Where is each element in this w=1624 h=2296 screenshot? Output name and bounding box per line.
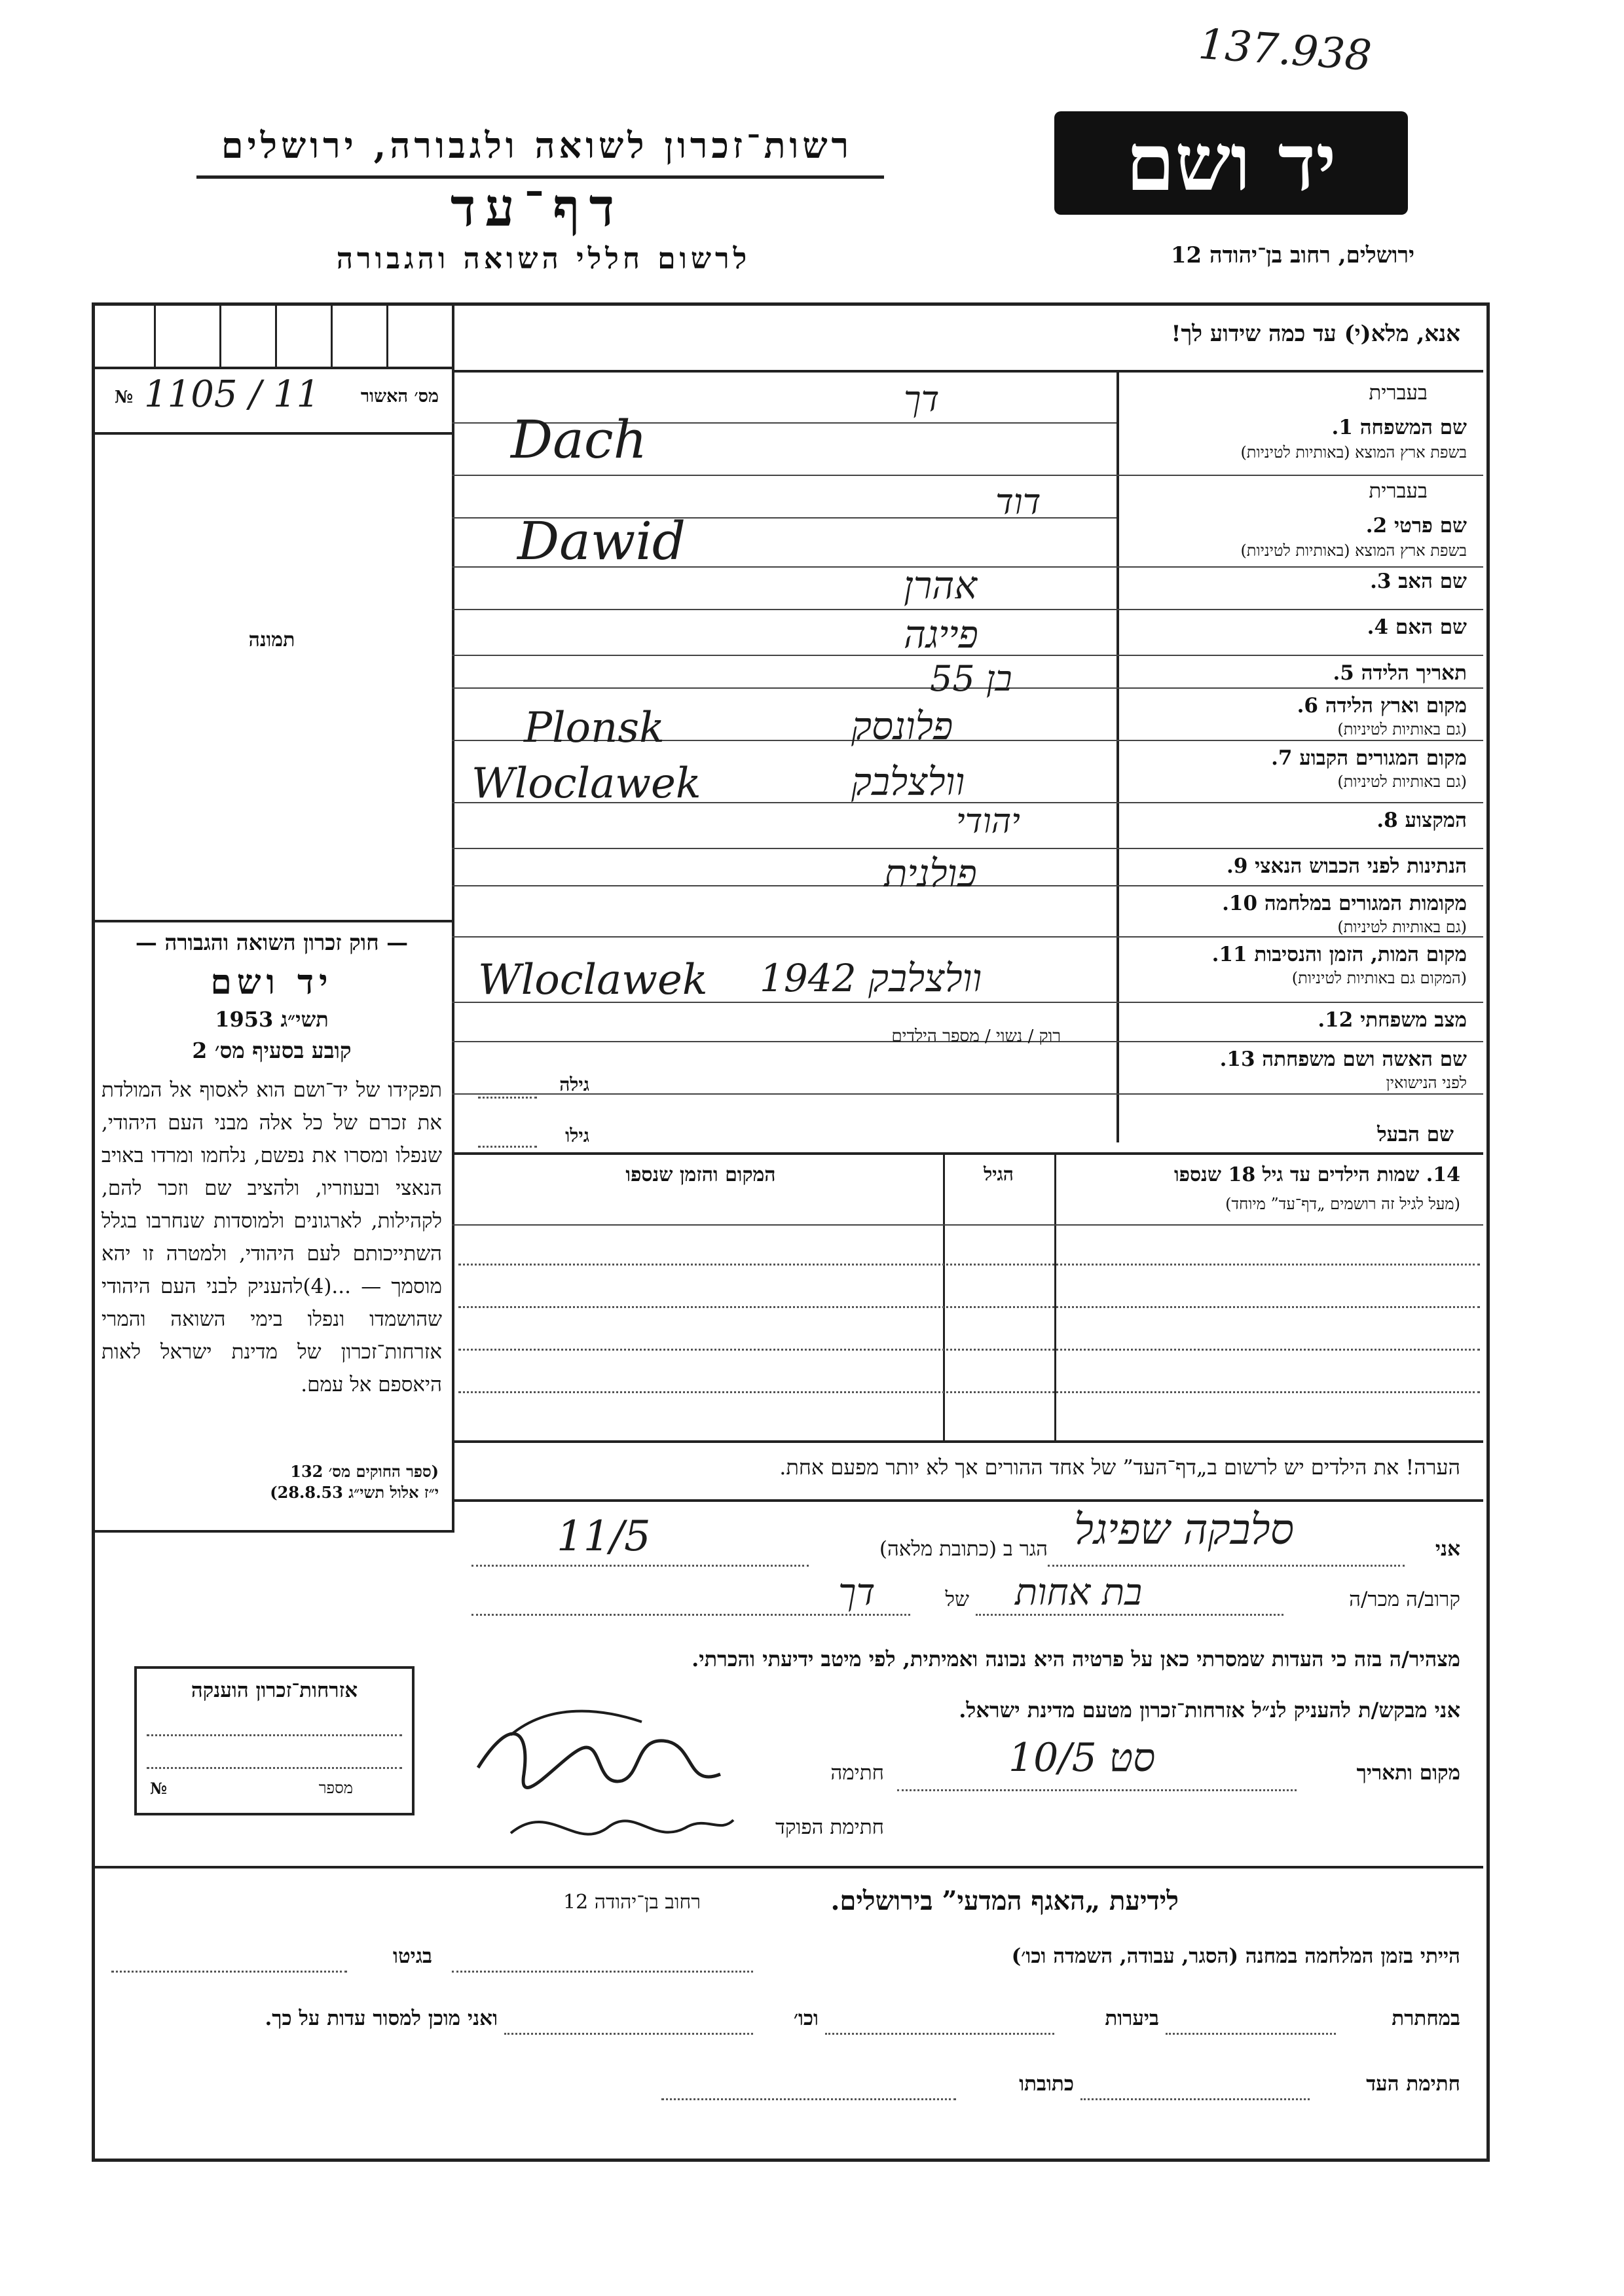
firstname-latin[interactable]: Dawid <box>517 511 686 572</box>
citizenship-box <box>134 1666 415 1815</box>
field-sublabel: בשפת ארץ המוצא (באותיות לטיניות) <box>1240 541 1467 560</box>
footer-address: רחוב בן־יהודה 12 <box>563 1891 701 1914</box>
death-place-hebrew[interactable]: וולצלבק 1942 <box>760 956 982 1000</box>
footer-line2-c: וכו׳ <box>793 2007 819 2030</box>
footer-line2-b: ביערות <box>1105 2007 1159 2030</box>
decl-name-value[interactable]: סלבקה שפיגל <box>1074 1506 1294 1554</box>
footer-line1-a: הייתי בזמן המלחמה במחנה (הסגר, עבודה, השמדה וכו׳) <box>1011 1944 1460 1968</box>
note: הערה! את הילדים יש לרשום ב„דף־העד” של אחד ההורים אך לא יותר מפעם אחת. <box>779 1455 1460 1480</box>
decl-address-value[interactable]: 11/5 <box>557 1512 651 1561</box>
field-label: מקומות המגורים במלחמה 10. <box>1222 892 1467 915</box>
field-label: המקצוע 8. <box>1376 809 1467 832</box>
firstname-hebrew[interactable]: דוד <box>995 481 1041 522</box>
decl-relative-label: קרוב/ה מכר/ה <box>1349 1588 1460 1611</box>
children-place-header: המקום והזמן שנספו <box>625 1163 776 1186</box>
death-place-latin[interactable]: Wloclawek <box>478 956 708 1004</box>
decl-of-value[interactable]: דך <box>838 1571 876 1614</box>
mother-name[interactable]: פייגה <box>904 612 978 657</box>
form-title: דף־עד <box>450 177 624 238</box>
father-name[interactable]: אהרן <box>904 563 978 608</box>
nationality[interactable]: פולנית <box>884 851 977 896</box>
field-row-line <box>452 475 1483 476</box>
decl-statement: מצהיר/ה בזה כי העדות שמסרתי כאן על פרטיה היא נכונה ואמיתית, לפי מיטב ידיעתי והכרתי. <box>692 1647 1460 1671</box>
file-number: 137.938 <box>1196 20 1373 81</box>
approval-label: מס׳ האשור <box>360 386 439 407</box>
surname-latin[interactable]: Dach <box>511 409 648 470</box>
field-row-line <box>452 848 1483 849</box>
field-sublabel: לפני הנישואין <box>1386 1074 1467 1092</box>
husband-age-label: גילו <box>565 1125 589 1146</box>
footer-title: לידיעת „האגף המדעי” בירושלים. <box>830 1886 1179 1916</box>
law-source-2: י״ז אלול תשי״ג 28.8.53) <box>270 1483 439 1502</box>
residence-hebrew[interactable]: וולצלבק <box>851 759 965 804</box>
field-label: מקום וארץ הלידה 6. <box>1297 694 1467 718</box>
decl-place-date-value[interactable]: סט 10/5 <box>1008 1735 1156 1781</box>
decl-relation-value[interactable]: בת אחות <box>1015 1571 1143 1614</box>
children-age-header: הגיל <box>984 1163 1014 1185</box>
field-label: שם האשה ושם משפחתה 13. <box>1219 1048 1467 1071</box>
footer-line2-d: ואני מוכן למסור עדות על כך. <box>265 2007 498 2030</box>
field-label: שם המשפחה 1. <box>1331 416 1467 439</box>
decl-signature-label: חתימה <box>830 1761 884 1785</box>
marital-options: רוק / נשוי / מספר הילדים <box>891 1027 1061 1046</box>
field-label: מצב משפחתי 12. <box>1318 1008 1467 1032</box>
yad-vashem-logo: יד ושם <box>1054 111 1408 215</box>
footer-line2-a: במחתרת <box>1392 2007 1460 2030</box>
field-row-line <box>452 1093 1483 1095</box>
decl-of-label: של <box>945 1588 969 1611</box>
decl-place-date-label: מקום ותאריך <box>1356 1761 1460 1785</box>
footer-line3-a: חתימת העד <box>1366 2072 1460 2096</box>
wife-age-label: גילה <box>559 1074 589 1095</box>
field-label: מקום המות, הזמן והנסיבות 11. <box>1211 943 1467 966</box>
surname-hebrew[interactable]: דך <box>904 378 940 420</box>
profession[interactable]: יהודי <box>956 802 1020 841</box>
law-heading: — חוק זכרון השואה והגבורה — <box>135 930 409 955</box>
field-sublabel: (גם באותיות לטיניות) <box>1337 720 1467 738</box>
form-subtitle: לרשום חללי השואה והגבורה <box>336 242 751 276</box>
hebrew-label: בעברית <box>1369 381 1428 405</box>
field-sublabel: בשפת ארץ המוצא (באותיות לטיניות) <box>1240 443 1467 462</box>
field-label: שם פרטי 2. <box>1365 514 1467 538</box>
approval-number: 1105 / 11 <box>144 373 320 416</box>
authority-title: רשות־זכרון לשואה ולגבורה, ירושלים <box>221 124 853 166</box>
footer-line3-b: כתובתו <box>1019 2072 1074 2096</box>
hebrew-label: בעברית <box>1369 479 1428 503</box>
birthplace-hebrew[interactable]: פלונסק <box>851 704 953 748</box>
law-name: יד ושם <box>210 962 333 1002</box>
field-label: שם האם 4. <box>1367 615 1467 639</box>
field-row-line <box>452 936 1483 938</box>
approval-no-mark: № <box>115 388 134 407</box>
field-label: תאריך הלידה 5. <box>1333 661 1467 685</box>
children-sub: (מעל לגיל זה רושמים „דף־עד” מיוחד) <box>1225 1195 1460 1213</box>
residence-latin[interactable]: Wloclawek <box>471 759 701 808</box>
field-row-line <box>452 609 1483 610</box>
decl-resides-label: הגר ב (כתובת מלאה) <box>879 1537 1048 1561</box>
law-clause: קובע בסעיף מס׳ 2 <box>192 1038 352 1063</box>
decl-officer-label: חתימת הפוקד <box>775 1815 884 1839</box>
birth-date[interactable]: בן 55 <box>930 658 1012 699</box>
field-sublabel: (גם באותיות לטיניות) <box>1337 918 1467 936</box>
citizenship-number-label: מספר <box>318 1779 353 1797</box>
photo-label: תמונה <box>248 629 295 651</box>
field-label: שם האב 3. <box>1370 570 1467 593</box>
field-label: מקום המגורים הקבוע 7. <box>1271 746 1467 770</box>
field-label: הנתינות לפני הכבוש הנאצי 9. <box>1227 854 1467 878</box>
law-text: תפקידו של יד־ושם הוא לאסוף אל המולדת את זכרם של כל אלה מבני העם היהודי, שנפלו ומסרו את נפשם, נלחמו ומרדו באויב הנאצי ובעוזריו, ולהציב שם וזכר להם, לקהילות, לארגונים ולמוסדות שנחרבו בגלל השתייכותם לעם היהודי, ולמטרה זו יהא מוסמך — ...(4)להעניק לבני העם היהודי שהושמדו ונפלו בימי השואה והמרי אזרחות־זכרון של מדינת ישראל לאות היאספם אל עמם. <box>101 1078 442 1396</box>
citizenship-no-mark: № <box>150 1779 168 1798</box>
law-source-1: (ספר החוקים מס׳ 132 <box>290 1462 439 1481</box>
citizenship-title: אזרחות־זכרון הוענקה <box>191 1679 358 1702</box>
birthplace-latin[interactable]: Plonsk <box>524 704 665 752</box>
field-sublabel: (גם באותיות לטיניות) <box>1337 773 1467 791</box>
decl-i-label: אני <box>1435 1537 1460 1561</box>
field-sublabel: (המקום גם באותיות לטיניות) <box>1291 969 1467 987</box>
decl-request: אני מבקש/ת להעניק לנ״ל אזרחות־זכרון מטעם מדינת ישראל. <box>959 1698 1460 1722</box>
footer-line1-b: בגיטו <box>393 1944 432 1968</box>
husband-label: שם הבעל <box>1377 1123 1454 1146</box>
children-label: 14. שמות הילדים עד גיל 18 שנספו <box>1173 1163 1460 1186</box>
header-address: ירושלים, רחוב בן־יהודה 12 <box>1170 242 1414 268</box>
instructions: אנא, מלא(י) עד כמה שידוע לך! <box>1171 321 1460 347</box>
officer-signature <box>498 1787 747 1866</box>
law-year: תשי״ג 1953 <box>215 1007 329 1032</box>
